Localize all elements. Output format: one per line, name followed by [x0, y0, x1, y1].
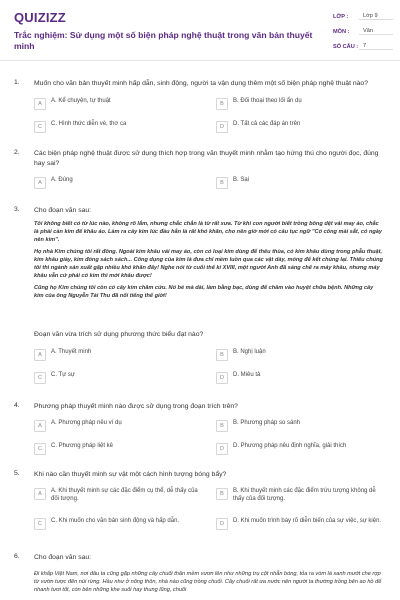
- option-b[interactable]: [216, 349, 386, 362]
- option-b[interactable]: [216, 98, 386, 111]
- option-text: D. Miêu tả: [233, 372, 261, 378]
- worksheet-header: [0, 0, 400, 61]
- meta-label: SỐ CÂU :: [333, 43, 359, 50]
- option-letter: A: [34, 177, 46, 189]
- question-number: 6.: [14, 553, 20, 560]
- meta-value: 7: [359, 43, 393, 50]
- question-text: Muốn cho văn bản thuyết minh hấp dẫn, sinh động, người ta vận dụng thêm một số biện pháp nghệ thuật nào?: [34, 80, 368, 87]
- question-text: Phương pháp thuyết minh nào được sử dụng trong đoạn trích trên?: [34, 403, 238, 410]
- question-number: 2.: [14, 149, 20, 156]
- option-text: D. Khi muốn trình bày rõ diễn biến của sự việc, sự kiện.: [233, 518, 382, 524]
- question-text: Khi nào cần thuyết minh sự vật một cách hình tượng bóng bẩy?: [34, 471, 227, 478]
- option-b[interactable]: [216, 420, 386, 433]
- option-c[interactable]: [34, 443, 214, 456]
- option-letter: B: [216, 488, 228, 500]
- option-c[interactable]: [34, 518, 214, 538]
- meta-subject: [333, 25, 393, 38]
- option-letter: C: [34, 443, 46, 455]
- option-text: B. Đối thoại theo lối ẩn dụ: [233, 98, 302, 104]
- reading-passage: [34, 220, 384, 304]
- passage-paragraph: Họ nhà Kim chúng tôi rất đông. Ngoài kim khâu vải may áo, còn có loại kim dùng để thêu thùa, có kim khâu dùng trong phẫu thuật, kim khâu giày, kim đóng sách sách... Công dụng của kim là đưa chỉ mềm luồn qua các vật dày, móng để kết chúng lại. Thiếu chúng tôi thì ngành sản xuất gặp nhiều khó khăn đấy! Nghe nói từ cuối thế kỉ XVIII, một người Anh đã sáng chế ra máy khâu, nhưng máy khâu vẫn cứ phải có kim thì mới khâu được!: [34, 249, 383, 279]
- option-a[interactable]: [34, 98, 214, 111]
- option-text: A. Đúng: [51, 177, 73, 183]
- option-d[interactable]: [216, 121, 386, 134]
- option-text: B. Khi thuyết minh các đặc điểm trừu tượng không dễ thấy của đối tượng.: [233, 488, 376, 502]
- option-text: C. Tự sự: [51, 372, 75, 378]
- option-d[interactable]: [216, 518, 386, 538]
- option-text: A. Phương pháp nêu ví dụ: [51, 420, 122, 426]
- option-letter: D: [216, 518, 228, 530]
- meta-label: MÔN :: [333, 28, 350, 35]
- meta-question-count: [333, 40, 393, 53]
- question-text: Cho đoạn văn sau:: [34, 554, 92, 561]
- option-c[interactable]: [34, 372, 214, 385]
- option-letter: C: [34, 121, 46, 133]
- option-a[interactable]: [34, 349, 214, 362]
- question-number: 1.: [14, 79, 20, 86]
- option-letter: A: [34, 98, 46, 110]
- option-text: C. Phương pháp liệt kê: [51, 443, 113, 449]
- option-letter: C: [34, 372, 46, 384]
- option-d[interactable]: [216, 443, 386, 456]
- option-a[interactable]: [34, 177, 214, 190]
- option-b[interactable]: [216, 488, 386, 508]
- meta-value: Văn: [359, 28, 393, 35]
- option-text: A. Thuyết minh: [51, 349, 92, 355]
- reading-passage: [34, 570, 384, 598]
- option-text: C. Khi muốn cho văn bản sinh động và hấp dẫn.: [51, 518, 180, 524]
- option-text: D. Tất cả các đáp án trên: [233, 121, 301, 127]
- option-a[interactable]: [34, 420, 214, 433]
- option-letter: B: [216, 420, 228, 432]
- question-text: Các biện pháp nghệ thuật được sử dụng thích hợp trong văn thuyết minh nhằm tạo hứng thú cho người đọc, đúng hay sai?: [34, 150, 379, 167]
- worksheet-meta: [333, 10, 393, 55]
- option-text: A. Khi thuyết minh sự các đặc điểm cụ thể, dễ thấy của đối tượng.: [51, 488, 198, 502]
- option-letter: B: [216, 98, 228, 110]
- option-letter: D: [216, 372, 228, 384]
- option-letter: D: [216, 121, 228, 133]
- question-number: 4.: [14, 402, 20, 409]
- option-text: B. Nghị luận: [233, 349, 266, 355]
- meta-value: Lớp 9: [359, 13, 393, 20]
- option-letter: D: [216, 443, 228, 455]
- passage-paragraph: Đi khắp Việt Nam, nơi đâu ta cũng gặp những cây chuối thân mềm vươn lên như những trụ cột nhẵn bóng, tỏa ra vòm lá xanh mướt che rợp từ vườn tược đến núi rừng. Hầu như ở nông thôn, nhà nào cũng trồng chuối. Cây chuối rất ưa nước nên người ta thường trồng bên ao hồ để nhanh tươi tốt, còn bên những khe suối hay thung lũng, chuối: [34, 571, 382, 593]
- option-letter: B: [216, 349, 228, 361]
- option-a[interactable]: [34, 488, 214, 508]
- meta-grade: [333, 10, 393, 23]
- question-subtext: Đoạn văn vừa trích sử dụng phương thức biểu đạt nào?: [34, 331, 204, 338]
- option-letter: A: [34, 488, 46, 500]
- option-letter: C: [34, 518, 46, 530]
- option-c[interactable]: [34, 121, 214, 134]
- option-letter: A: [34, 420, 46, 432]
- passage-paragraph: Cũng họ Kim chúng tôi còn có cây kim chăm cứu. Nó bé mà dài, làm bằng bạc, dùng để châm vào huyệt chữa bệnh. Những cây kim của ông Nguyễn Tài Thu đã nổi tiếng thế giới!: [34, 285, 374, 299]
- option-letter: B: [216, 177, 228, 189]
- worksheet-title: Trắc nghiệm: Sử dụng một số biện pháp nghệ thuật trong văn bản thuyết minh: [14, 30, 313, 51]
- quizizz-logo: QUIZIZZ: [14, 10, 66, 25]
- option-text: B. Phương pháp so sánh: [233, 420, 300, 426]
- option-d[interactable]: [216, 372, 386, 385]
- option-text: D. Phương pháp nêu định nghĩa, giải thích: [233, 443, 347, 449]
- option-text: B. Sai: [233, 177, 250, 183]
- option-b[interactable]: [216, 177, 386, 190]
- option-letter: A: [34, 349, 46, 361]
- option-text: C. Hình thức diễn vè, thơ ca: [51, 121, 127, 127]
- option-text: A. Kể chuyện, tự thuật: [51, 98, 111, 104]
- question-number: 3.: [14, 206, 20, 213]
- meta-label: LỚP :: [333, 13, 349, 20]
- question-number: 5.: [14, 470, 20, 477]
- passage-paragraph: Tôi không biết có từ lúc nào, không rõ lắm, nhưng chắc chắn là từ rất xưa. Từ khi con người biết trồng bông dệt vải may áo, chắc là phải cần kim để khâu áo. Làm ra cây kim lúc đầu hẳn là rất khó khăn, cho nên giờ mới có câu tục ngữ "Có công mài sắt, có ngày nên kim".: [34, 221, 383, 243]
- question-text: Cho đoạn văn sau:: [34, 207, 92, 214]
